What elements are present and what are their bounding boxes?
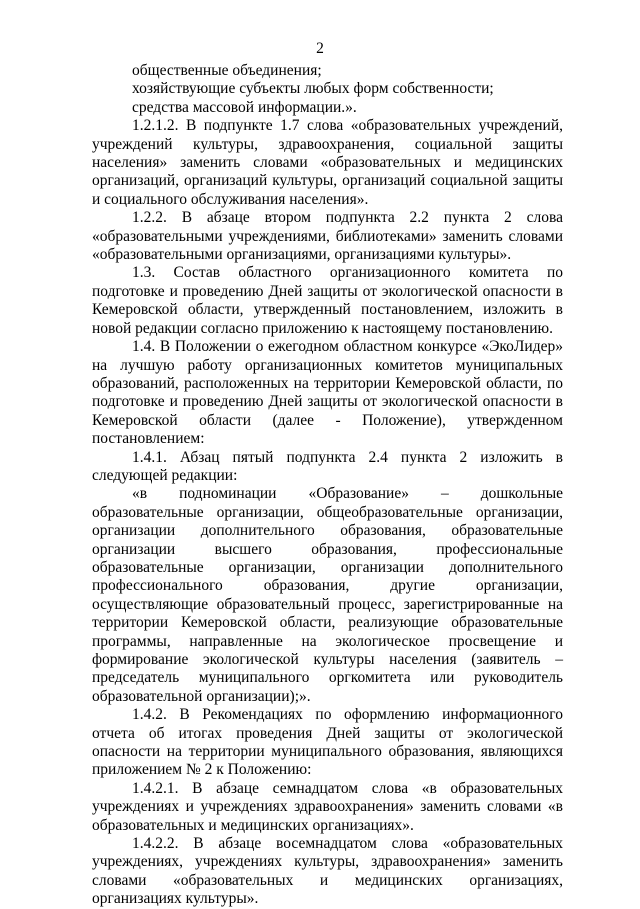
document-body xyxy=(92,62,563,909)
paragraph: 1.4.2.2. В абзаце восемнадцатом слова «образовательных учреждениях, учреждениях культуры, здравоохранения» заменить словами «образовательных и медицинских организациях, организациях культуры». xyxy=(92,835,563,908)
paragraph: 1.3. Состав областного организационного комитета по подготовке и проведению Дней защиты от экологической опасности в Кемеровской области, утвержденный постановлением, изложить в новой редакции согласно приложению к настоящему постановлению. xyxy=(92,264,563,337)
paragraph: «в подноминации «Образование» – дошкольные образовательные организации, общеобразовательные организации, организации дополнительного образования, образовательные организации высшего образования, профессиональные образовательные организации, организации дополнительного профессионального образования, другие организации, осуществляющие образовательный процесс, зарегистрированные на территории Кемеровской области, реализующие образовательные программы, направленные на экологическое просвещение и формирование экологической культуры населения (заявитель – председатель муниципального оргкомитета или руководитель образовательной организации);». xyxy=(92,485,563,705)
paragraph: 1.4.1. Абзац пятый подпункта 2.4 пункта 2 изложить в следующей редакции: xyxy=(92,448,563,484)
paragraph: 1.2.1.2. В подпункте 1.7 слова «образовательных учреждений, учреждений культуры, здравоохранения, социальной защиты населения» заменить словами «образовательных и медицинских организаций, организаций культуры, организаций социальной защиты и социального обслуживания населения». xyxy=(92,117,563,208)
paragraph: общественные объединения; xyxy=(132,62,322,79)
paragraph: хозяйствующие субъекты любых форм собственности; xyxy=(132,80,494,98)
paragraph: 1.4. В Положении о ежегодном областном конкурсе «ЭкоЛидер» на лучшую работу организационных комитетов муниципальных образований, расположенных на территории Кемеровской области, по подготовке и проведению Дней защиты от экологической опасности в Кемеровской области (далее - Положение), утвержденном постановлением: xyxy=(92,338,563,448)
paragraph: средства массовой информации.». xyxy=(132,98,357,116)
paragraph: 1.4.2. В Рекомендациях по оформлению информационного отчета об итогах проведения Дней защиты от экологической опасности на территории муниципального образования, являющихся приложением № 2 к Положению: xyxy=(92,706,563,779)
page-number: 2 xyxy=(316,40,324,57)
paragraph: 1.2.2. В абзаце втором подпункта 2.2 пункта 2 слова «образовательными учреждениями, библиотеками» заменить словами «образовательными организациями, организациями культуры». xyxy=(92,209,563,264)
paragraph: 1.4.2.1. В абзаце семнадцатом слова «в образовательных учреждениях и учреждениях здравоохранения» заменить словами «в образовательных и медицинских организациях». xyxy=(92,779,563,834)
